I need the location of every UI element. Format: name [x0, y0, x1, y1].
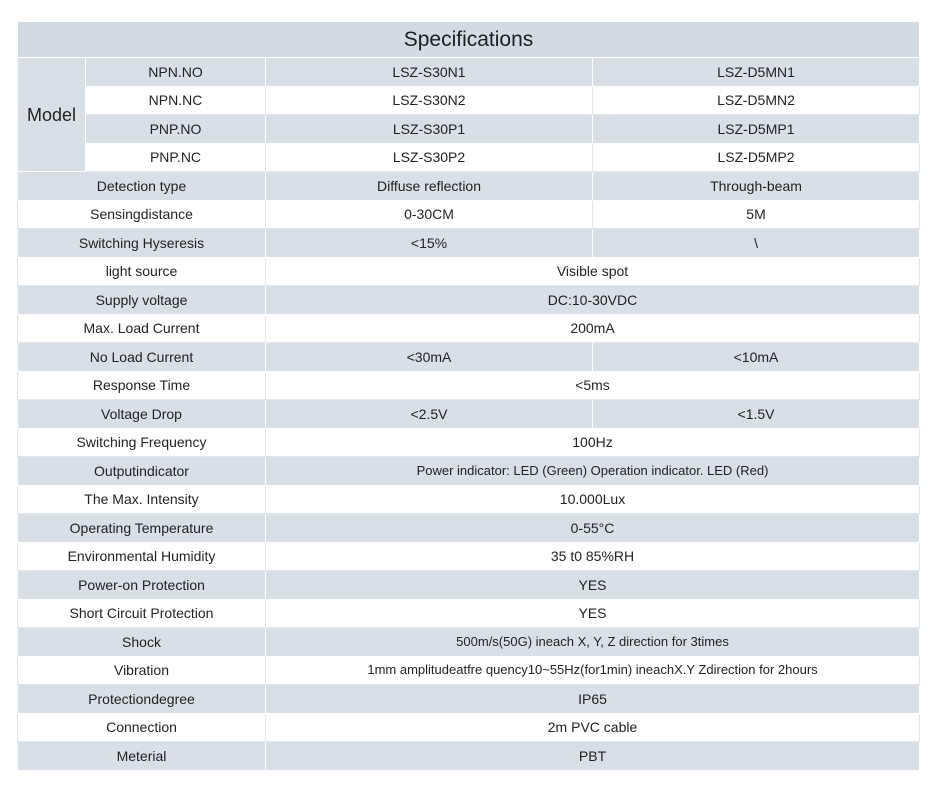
spec-value: 10.000Lux [266, 485, 920, 514]
spec-value: YES [266, 599, 920, 628]
spec-label: Switching Frequency [18, 428, 266, 457]
spec-label: The Max. Intensity [18, 485, 266, 514]
spec-value: IP65 [266, 685, 920, 714]
spec-label: Switching Hyseresis [18, 229, 266, 258]
model-label: Model [18, 58, 86, 172]
spec-value-a: <30mA [266, 343, 593, 372]
spec-label: Environmental Humidity [18, 542, 266, 571]
spec-value-b: Through-beam [593, 172, 920, 201]
spec-label: light source [18, 257, 266, 286]
spec-row [18, 742, 920, 771]
spec-row [18, 286, 920, 315]
table-title: Specifications [18, 22, 920, 58]
spec-label: Supply voltage [18, 286, 266, 315]
model-value-a: LSZ-S30P2 [266, 143, 593, 172]
spec-value-a: <15% [266, 229, 593, 258]
spec-label: Operating Temperature [18, 514, 266, 543]
spec-row [18, 229, 920, 258]
spec-value: 500m/s(50G) ineach X, Y, Z direction for 3times [266, 628, 920, 657]
spec-row [18, 656, 920, 685]
model-type: NPN.NC [86, 86, 266, 115]
spec-label: Response Time [18, 371, 266, 400]
spec-value-a: <2.5V [266, 400, 593, 429]
spec-label: Power-on Protection [18, 571, 266, 600]
model-value-b: LSZ-D5MP2 [593, 143, 920, 172]
spec-value: DC:10-30VDC [266, 286, 920, 315]
model-value-a: LSZ-S30N1 [266, 58, 593, 87]
model-value-a: LSZ-S30N2 [266, 86, 593, 115]
spec-value: 0-55°C [266, 514, 920, 543]
spec-value: 1mm amplitudeatfre quency10~55Hz(for1min) ineachX.Y Zdirection for 2hours [266, 656, 920, 685]
spec-label: Short Circuit Protection [18, 599, 266, 628]
table-title-row [18, 22, 920, 58]
spec-row [18, 200, 920, 229]
spec-value: Power indicator: LED (Green) Operation indicator. LED (Red) [266, 457, 920, 486]
spec-row [18, 685, 920, 714]
spec-row [18, 400, 920, 429]
specifications-table [17, 21, 920, 771]
spec-value-b: <1.5V [593, 400, 920, 429]
spec-value: 35 t0 85%RH [266, 542, 920, 571]
model-value-b: LSZ-D5MN2 [593, 86, 920, 115]
spec-row [18, 571, 920, 600]
spec-label: Connection [18, 713, 266, 742]
spec-row [18, 343, 920, 372]
spec-value: <5ms [266, 371, 920, 400]
spec-label: Outputindicator [18, 457, 266, 486]
model-row [18, 143, 920, 172]
model-row [18, 86, 920, 115]
spec-value: Visible spot [266, 257, 920, 286]
spec-label: No Load Current [18, 343, 266, 372]
spec-label: Detection type [18, 172, 266, 201]
spec-value-b: \ [593, 229, 920, 258]
spec-row [18, 314, 920, 343]
model-value-a: LSZ-S30P1 [266, 115, 593, 144]
spec-label: Vibration [18, 656, 266, 685]
spec-label: Protectiondegree [18, 685, 266, 714]
spec-label: Sensingdistance [18, 200, 266, 229]
spec-label: Meterial [18, 742, 266, 771]
model-value-b: LSZ-D5MP1 [593, 115, 920, 144]
spec-row [18, 599, 920, 628]
spec-row [18, 457, 920, 486]
spec-row [18, 514, 920, 543]
spec-row [18, 371, 920, 400]
spec-value-b: 5M [593, 200, 920, 229]
model-type: PNP.NC [86, 143, 266, 172]
model-row [18, 115, 920, 144]
spec-row [18, 485, 920, 514]
spec-value: PBT [266, 742, 920, 771]
spec-row [18, 428, 920, 457]
spec-value-a: Diffuse reflection [266, 172, 593, 201]
spec-row [18, 628, 920, 657]
model-value-b: LSZ-D5MN1 [593, 58, 920, 87]
spec-value: 2m PVC cable [266, 713, 920, 742]
spec-row [18, 542, 920, 571]
spec-row [18, 172, 920, 201]
model-type: PNP.NO [86, 115, 266, 144]
spec-value-a: 0-30CM [266, 200, 593, 229]
spec-value-b: <10mA [593, 343, 920, 372]
spec-value: 200mA [266, 314, 920, 343]
spec-value: 100Hz [266, 428, 920, 457]
spec-label: Max. Load Current [18, 314, 266, 343]
spec-row [18, 257, 920, 286]
spec-row [18, 713, 920, 742]
model-row [18, 58, 920, 87]
spec-label: Voltage Drop [18, 400, 266, 429]
model-type: NPN.NO [86, 58, 266, 87]
spec-value: YES [266, 571, 920, 600]
spec-label: Shock [18, 628, 266, 657]
